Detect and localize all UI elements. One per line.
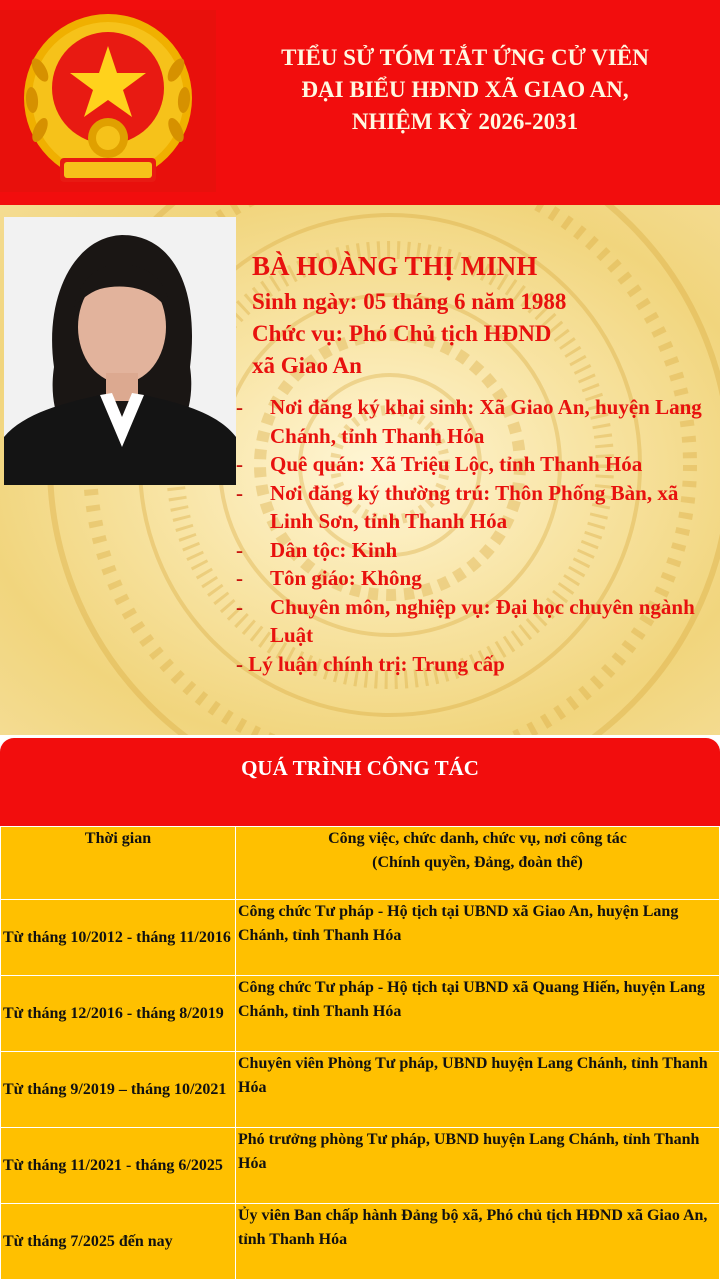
detail-item [236,536,716,565]
detail-text: Dân tộc: Kinh [270,537,398,562]
cell-work: Ủy viên Ban chấp hành Đảng bộ xã, Phó chủ tịch HĐND xã Giao An, tỉnh Thanh Hóa [236,1204,720,1280]
bullet-dash: - [236,594,243,619]
column-header-time: Thời gian [1,827,236,900]
career-section-title: QUÁ TRÌNH CÔNG TÁC [241,756,479,780]
title-line-1: TIỂU SỬ TÓM TẮT ỨNG CỬ VIÊN [281,45,649,70]
detail-text: Nơi đăng ký thường trú: Thôn Phống Bàn, xã Linh Sơn, tỉnh Thanh Hóa [270,480,679,533]
cell-time: Từ tháng 11/2021 - tháng 6/2025 [1,1128,236,1204]
detail-item [236,450,716,479]
table-row [1,1204,720,1280]
detail-text: Chuyên môn, nghiệp vụ: Đại học chuyên ngành Luật [270,594,695,647]
detail-item [236,564,716,593]
header-banner [0,0,720,205]
table-row [1,1052,720,1128]
detail-item [236,393,716,450]
cell-work: Chuyên viên Phòng Tư pháp, UBND huyện Lang Chánh, tỉnh Thanh Hóa [236,1052,720,1128]
bullet-dash: - [236,566,243,590]
detail-item [236,593,716,650]
candidate-profile [0,205,720,735]
career-table [0,826,720,1280]
detail-text: Quê quán: Xã Triệu Lộc, tỉnh Thanh Hóa [270,452,643,476]
cell-work: Công chức Tư pháp - Hộ tịch tại UBND xã Quang Hiến, huyện Lang Chánh, tỉnh Thanh Hóa [236,976,720,1052]
detail-text: Tôn giáo: Không [270,566,422,590]
detail-text: Nơi đăng ký khai sinh: Xã Giao An, huyện Lang Chánh, tỉnh Thanh Hóa [270,395,702,448]
document-title [225,42,705,138]
bullet-dash: - [236,651,243,676]
table-row [1,900,720,976]
bullet-dash: - [236,452,243,476]
cell-work: Phó trưởng phòng Tư pháp, UBND huyện Lang Chánh, tỉnh Thanh Hóa [236,1128,720,1204]
position-line-2: xã Giao An [252,353,362,378]
bullet-dash: - [236,537,243,562]
detail-item [236,479,716,536]
cell-time: Từ tháng 7/2025 đến nay [1,1204,236,1280]
cell-time: Từ tháng 12/2016 - tháng 8/2019 [1,976,236,1052]
column-header-work [236,827,720,900]
title-line-3: NHIỆM KỲ 2026-2031 [351,109,579,134]
detail-text: Lý luận chính trị: Trung cấp [248,651,505,676]
table-row [1,1128,720,1204]
birth-date: Sinh ngày: 05 tháng 6 năm 1988 [252,289,567,314]
cell-time: Từ tháng 9/2019 – tháng 10/2021 [1,1052,236,1128]
cell-work: Công chức Tư pháp - Hộ tịch tại UBND xã Giao An, huyện Lang Chánh, tỉnh Thanh Hóa [236,900,720,976]
detail-item [236,650,716,679]
candidate-portrait [4,217,236,485]
position-line-1: Chức vụ: Phó Chủ tịch HĐND [252,321,552,346]
table-row [1,976,720,1052]
career-section-bar [0,738,720,826]
column-header-work-line-1: Công việc, chức danh, chức vụ, nơi công tác [328,830,627,847]
bullet-dash: - [236,395,243,419]
title-line-2: ĐẠI BIỂU HĐND XÃ GIAO AN, [301,77,629,102]
bullet-dash: - [236,480,243,505]
table-header-row [1,827,720,900]
candidate-name: BÀ HOÀNG THỊ MINH [252,251,538,281]
column-header-work-line-2: (Chính quyền, Đảng, đoàn thể) [372,854,583,871]
cell-time: Từ tháng 10/2012 - tháng 11/2016 [1,900,236,976]
candidate-details-list [236,393,716,678]
national-emblem-icon [0,10,216,192]
